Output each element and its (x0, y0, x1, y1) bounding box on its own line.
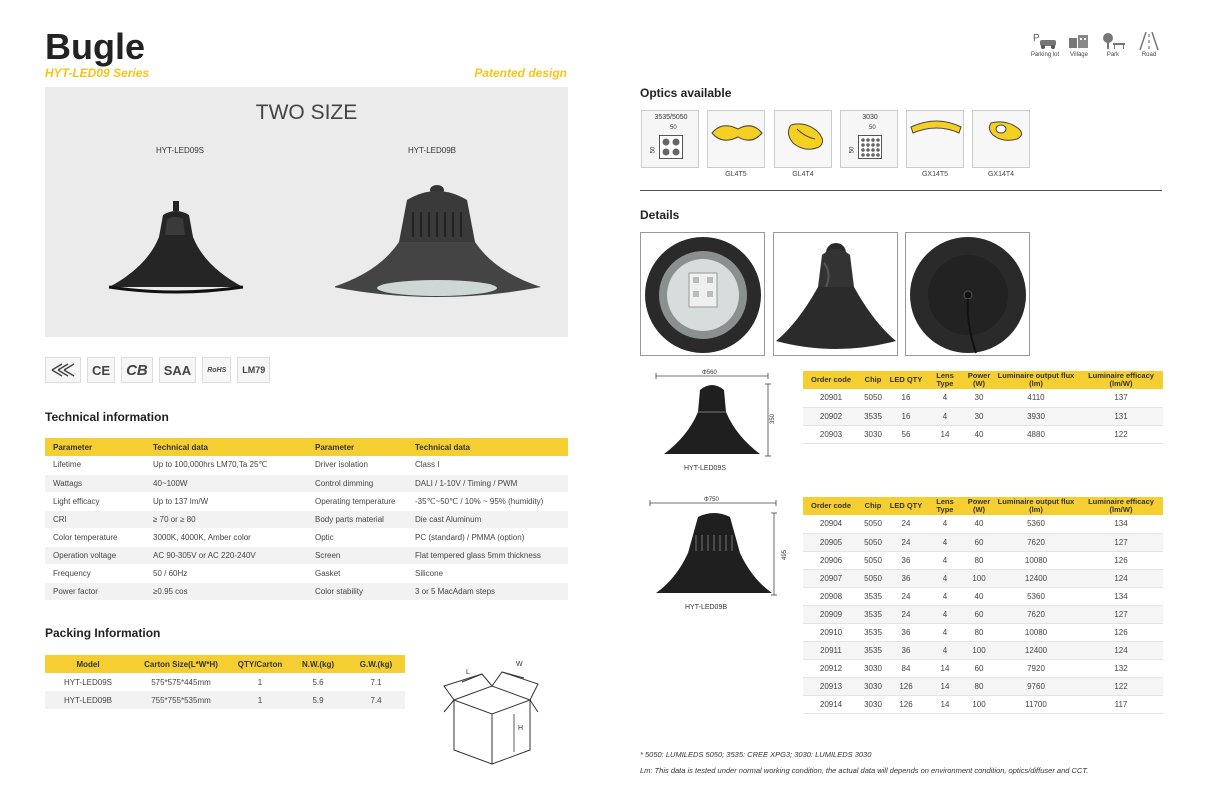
detail-photo-side (773, 232, 898, 356)
technical-cell: Light efficacy (45, 492, 145, 510)
order-b-cell: 11700 (993, 695, 1079, 713)
technical-cell: ≥0.95 cos (145, 582, 307, 600)
technical-cell: Driver isolation (307, 456, 407, 474)
order-b-cell: 12400 (993, 569, 1079, 587)
technical-row (45, 564, 568, 582)
order-s-cell: 131 (1079, 407, 1163, 425)
order-b-row (803, 515, 1163, 533)
technical-cell: 40~100W (145, 474, 307, 492)
order-b-cell: 3030 (859, 659, 887, 677)
order-header-cell: LED QTY (887, 497, 925, 515)
order-s-cell: 30 (965, 407, 993, 425)
order-b-cell: 134 (1079, 587, 1163, 605)
order-b-cell: 20912 (803, 659, 859, 677)
chip-3535-5050-diagram (641, 110, 699, 168)
order-b-cell: 60 (965, 659, 993, 677)
technical-table (45, 438, 568, 601)
lens-gl4t5 (707, 110, 765, 168)
packing-cell: 575*575*445mm (151, 677, 211, 687)
optics-title: Optics available (640, 86, 732, 100)
chip-a-label: 3535/5050 (654, 114, 688, 121)
order-b-row (803, 695, 1163, 713)
technical-cell: Frequency (45, 564, 145, 582)
order-b-cell: 20909 (803, 605, 859, 623)
details-title: Details (640, 208, 680, 222)
box-w-label: W (516, 661, 523, 668)
order-s-cell: 20903 (803, 425, 859, 443)
order-s-row (803, 407, 1163, 425)
order-header-cell: LED QTY (887, 371, 925, 389)
technical-title: Technical information (45, 410, 169, 424)
order-s-cell: 20902 (803, 407, 859, 425)
order-header-cell: Power (W) (965, 371, 993, 389)
technical-cell: Class I (407, 456, 568, 474)
technical-row (45, 510, 568, 528)
product-title: Bugle (45, 26, 146, 67)
order-b-cell: 24 (887, 515, 925, 533)
order-b-cell: 40 (965, 515, 993, 533)
lm79-cert: LM79 (237, 357, 270, 383)
chip-b-width: 50 (869, 125, 876, 131)
technical-cell: CRI (45, 510, 145, 528)
order-b-cell: 20911 (803, 641, 859, 659)
large-lamp-image (335, 182, 545, 307)
tech-col-param: Parameter (45, 438, 145, 456)
order-b-cell: 122 (1079, 677, 1163, 695)
technical-cell: Up to 137 lm/W (145, 492, 307, 510)
technical-cell: Color temperature (45, 528, 145, 546)
technical-cell: Power factor (45, 582, 145, 600)
carton-box-diagram (440, 652, 540, 770)
parking-icon (1030, 32, 1060, 58)
technical-cell: Color stability (307, 582, 407, 600)
technical-cell: Operation voltage (45, 546, 145, 564)
rohs-cert: RoHS (202, 357, 231, 383)
order-b-cell: 100 (965, 695, 993, 713)
tech-col-data-2: Technical data (407, 438, 568, 456)
drawing-led09b (642, 497, 784, 605)
order-b-cell: 5050 (859, 551, 887, 569)
technical-cell: 3 or 5 MacAdam steps (407, 582, 568, 600)
technical-cell: DALI / 1-10V / Timing / PWM (407, 474, 568, 492)
optics-divider (640, 190, 1162, 191)
order-b-cell: 14 (925, 677, 965, 695)
order-b-cell: 12400 (993, 641, 1079, 659)
technical-cell: Operating temperature (307, 492, 407, 510)
order-header-cell: Order code (803, 371, 859, 389)
lens-gl4t4-label: GL4T4 (792, 171, 814, 178)
chip-3030-diagram (840, 110, 898, 168)
order-s-cell: 5050 (859, 389, 887, 407)
model-small-label: HYT-LED09S (156, 146, 205, 155)
order-s-cell: 4 (925, 389, 965, 407)
park-label: Park (1106, 52, 1120, 58)
order-b-cell: 7920 (993, 659, 1079, 677)
technical-row (45, 582, 568, 600)
technical-cell: Screen (307, 546, 407, 564)
drawing-s-diameter: Φ560 (702, 370, 717, 376)
drawing-b-model: HYT-LED09B (685, 604, 728, 611)
order-b-cell: 3535 (859, 605, 887, 623)
lens-gx14t4-label: GX14T4 (987, 171, 1015, 178)
order-s-cell: 20901 (803, 389, 859, 407)
order-b-cell: 100 (965, 641, 993, 659)
order-b-cell: 36 (887, 623, 925, 641)
order-b-cell: 20910 (803, 623, 859, 641)
certification-row (45, 356, 270, 384)
road-icon (1134, 32, 1164, 58)
packing-cell: 7.1 (370, 677, 382, 687)
lens-gl4t5-label: GL4T5 (725, 171, 747, 178)
technical-cell: ≥ 70 or ≥ 80 (145, 510, 307, 528)
order-b-cell: 126 (1079, 623, 1163, 641)
order-b-cell: 20905 (803, 533, 859, 551)
order-b-cell: 4 (925, 569, 965, 587)
order-b-row (803, 587, 1163, 605)
footnote-chips: * 5050: LUMILEDS 5050; 3535: CREE XPG3; 3030: LUMILEDS 3030 (640, 750, 872, 759)
order-header-cell: Luminaire efficacy (lm/W) (1079, 371, 1163, 389)
order-b-cell: 24 (887, 587, 925, 605)
order-b-cell: 20914 (803, 695, 859, 713)
product-photo-panel (45, 87, 568, 337)
order-b-cell: 124 (1079, 569, 1163, 587)
order-b-cell: 60 (965, 533, 993, 551)
order-b-cell: 124 (1079, 641, 1163, 659)
order-b-row (803, 605, 1163, 623)
technical-cell: Die cast Aluminum (407, 510, 568, 528)
drawing-led09s (648, 370, 780, 472)
order-b-cell: 60 (965, 605, 993, 623)
order-header-cell: Luminaire output flux (lm) (993, 371, 1079, 389)
order-b-cell: 36 (887, 569, 925, 587)
order-s-cell: 4110 (993, 389, 1079, 407)
technical-cell: Body parts material (307, 510, 407, 528)
order-b-row (803, 551, 1163, 569)
tech-col-data: Technical data (145, 438, 307, 456)
order-b-row (803, 569, 1163, 587)
drawing-s-model: HYT-LED09S (684, 465, 727, 472)
order-b-cell: 9760 (993, 677, 1079, 695)
parking-label: Parking lot (1030, 52, 1060, 58)
chip-a-height: 50 (650, 146, 657, 154)
order-s-cell: 4880 (993, 425, 1079, 443)
order-b-cell: 126 (1079, 551, 1163, 569)
technical-header-row (45, 438, 568, 456)
order-s-cell: 3030 (859, 425, 887, 443)
lens-gl4t4 (774, 110, 832, 168)
order-header-cell: Power (W) (965, 497, 993, 515)
packing-cell: 5.6 (312, 677, 324, 687)
technical-cell: Wattags (45, 474, 145, 492)
order-b-cell: 5050 (859, 515, 887, 533)
detail-photo-lens (640, 232, 765, 356)
park-icon (1098, 32, 1128, 58)
technical-cell: Lifetime (45, 456, 145, 474)
technical-cell: AC 90-305V or AC 220-240V (145, 546, 307, 564)
technical-row (45, 474, 568, 492)
order-b-cell: 127 (1079, 533, 1163, 551)
order-b-cell: 134 (1079, 515, 1163, 533)
packing-cell: HYT-LED09B (45, 691, 131, 709)
order-b-cell: 3535 (859, 641, 887, 659)
ccc-cert-icon (45, 357, 81, 383)
order-b-header-row (803, 497, 1163, 515)
order-header-cell: Lens Type (925, 497, 965, 515)
order-b-cell: 4 (925, 587, 965, 605)
pack-col-model: Model (45, 655, 131, 673)
village-label: Village (1070, 52, 1088, 58)
order-table-b (803, 497, 1163, 714)
packing-cell: 5.9 (289, 691, 347, 709)
order-header-cell: Lens Type (925, 371, 965, 389)
order-b-cell: 14 (925, 659, 965, 677)
drawing-s-height: 350 (770, 413, 777, 425)
order-b-cell: 36 (887, 551, 925, 569)
order-b-cell: 3030 (859, 677, 887, 695)
packing-cell: 755*755*535mm (131, 691, 231, 709)
technical-cell: Control dimming (307, 474, 407, 492)
pack-col-carton: Carton Size(L*W*H) (131, 655, 231, 673)
technical-cell: 3000K, 4000K, Amber color (145, 528, 307, 546)
lens-gx14t4 (972, 110, 1030, 168)
saa-cert: SAA (159, 357, 196, 383)
order-b-cell: 24 (887, 605, 925, 623)
order-b-cell: 20906 (803, 551, 859, 569)
pack-col-qty: QTY/Carton (231, 655, 289, 673)
order-b-row (803, 677, 1163, 695)
order-b-row (803, 623, 1163, 641)
order-b-cell: 10080 (993, 551, 1079, 569)
technical-cell: Optic (307, 528, 407, 546)
order-b-cell: 14 (925, 695, 965, 713)
order-b-row (803, 659, 1163, 677)
order-b-cell: 4 (925, 551, 965, 569)
technical-row (45, 528, 568, 546)
ce-cert: CE (87, 357, 115, 383)
order-b-cell: 117 (1079, 695, 1163, 713)
order-s-row (803, 389, 1163, 407)
order-b-cell: 5360 (993, 515, 1079, 533)
order-s-cell: 16 (887, 407, 925, 425)
order-b-cell: 3030 (859, 695, 887, 713)
order-s-header-row (803, 371, 1163, 389)
order-s-cell: 56 (887, 425, 925, 443)
packing-row (45, 691, 405, 709)
order-b-cell: 40 (965, 587, 993, 605)
order-b-cell: 36 (887, 641, 925, 659)
order-s-cell: 3930 (993, 407, 1079, 425)
technical-cell: Gasket (307, 564, 407, 582)
road-label: Road (1141, 52, 1157, 58)
order-b-cell: 100 (965, 569, 993, 587)
drawing-b-height: 495 (782, 549, 789, 561)
order-b-cell: 7620 (993, 533, 1079, 551)
order-b-cell: 20913 (803, 677, 859, 695)
detail-photo-back (905, 232, 1030, 356)
chip-b-label: 3030 (862, 114, 878, 121)
order-header-cell: Luminaire efficacy (lm/W) (1079, 497, 1163, 515)
pack-col-nw: N.W.(kg) (289, 655, 347, 673)
cb-cert: CB (121, 357, 153, 383)
order-b-cell: 5050 (859, 569, 887, 587)
order-b-cell: 3535 (859, 587, 887, 605)
order-b-cell: 5050 (859, 533, 887, 551)
village-icon (1064, 32, 1094, 58)
series-subtitle: HYT-LED09 Series (45, 66, 150, 80)
order-b-cell: 80 (965, 623, 993, 641)
order-s-cell: 122 (1079, 425, 1163, 443)
order-b-cell: 80 (965, 677, 993, 695)
svg-text:P: P (1033, 33, 1040, 44)
order-b-cell: 20904 (803, 515, 859, 533)
technical-row (45, 456, 568, 474)
order-header-cell: Luminaire output flux (lm) (993, 497, 1079, 515)
packing-cell: 1 (231, 691, 289, 709)
tech-col-param-2: Parameter (307, 438, 407, 456)
order-s-cell: 14 (925, 425, 965, 443)
footnote-lm: Lm: This data is tested under normal working condition, the actual data will depends on environment condition, optics/diffuser and CCT. (640, 766, 1089, 775)
technical-cell: Up to 100,000hrs LM70,Ta 25℃ (145, 456, 307, 474)
order-b-cell: 4 (925, 641, 965, 659)
packing-row (45, 673, 405, 691)
order-s-cell: 3535 (859, 407, 887, 425)
order-b-cell: 126 (887, 677, 925, 695)
order-s-row (803, 425, 1163, 443)
packing-header-row (45, 655, 405, 673)
order-b-row (803, 533, 1163, 551)
technical-cell: Flat tempered glass 5mm thickness (407, 546, 568, 564)
order-b-cell: 4 (925, 605, 965, 623)
technical-cell: Silicone (407, 564, 568, 582)
order-b-cell: 5360 (993, 587, 1079, 605)
order-b-cell: 24 (887, 533, 925, 551)
order-s-cell: 4 (925, 407, 965, 425)
small-lamp-image (105, 197, 245, 297)
order-b-row (803, 641, 1163, 659)
lens-gx14t5 (906, 110, 964, 168)
order-header-cell: Order code (803, 497, 859, 515)
packing-cell: 7.4 (347, 691, 405, 709)
pack-col-gw: G.W.(kg) (347, 655, 405, 673)
order-s-cell: 30 (965, 389, 993, 407)
box-h-label: H (518, 725, 524, 732)
order-s-cell: 16 (887, 389, 925, 407)
order-b-cell: 4 (925, 515, 965, 533)
packing-title: Packing Information (45, 626, 161, 640)
order-s-cell: 137 (1079, 389, 1163, 407)
order-header-cell: Chip (859, 497, 887, 515)
order-b-cell: 7620 (993, 605, 1079, 623)
order-b-cell: 3535 (859, 623, 887, 641)
order-b-cell: 20907 (803, 569, 859, 587)
order-b-cell: 127 (1079, 605, 1163, 623)
technical-cell: 50 / 60Hz (145, 564, 307, 582)
packing-cell: HYT-LED09S (63, 677, 113, 687)
order-b-cell: 10080 (993, 623, 1079, 641)
box-l-label: L (466, 669, 470, 676)
order-s-cell: 40 (965, 425, 993, 443)
order-header-cell: Chip (859, 371, 887, 389)
order-b-cell: 84 (887, 659, 925, 677)
order-table-s (803, 371, 1163, 444)
technical-cell: -35℃~50℃ / 10% ~ 95% (humidity) (407, 492, 568, 510)
chip-a-width: 50 (670, 125, 677, 131)
patented-label: Patented design (474, 66, 567, 80)
order-b-cell: 80 (965, 551, 993, 569)
drawing-b-diameter: Φ750 (704, 497, 719, 503)
order-b-cell: 4 (925, 533, 965, 551)
order-b-cell: 20908 (803, 587, 859, 605)
chip-b-height: 50 (849, 146, 856, 154)
packing-cell: 1 (257, 677, 263, 687)
technical-row (45, 546, 568, 564)
model-large-label: HYT-LED09B (408, 146, 457, 155)
lens-gx14t5-label: GX14T5 (921, 171, 949, 178)
order-b-cell: 126 (887, 695, 925, 713)
technical-cell: PC (standard) / PMMA (option) (407, 528, 568, 546)
technical-row (45, 492, 568, 510)
two-size-heading: TWO SIZE (255, 101, 358, 124)
order-b-cell: 4 (925, 623, 965, 641)
order-b-cell: 132 (1079, 659, 1163, 677)
packing-table (45, 655, 405, 709)
